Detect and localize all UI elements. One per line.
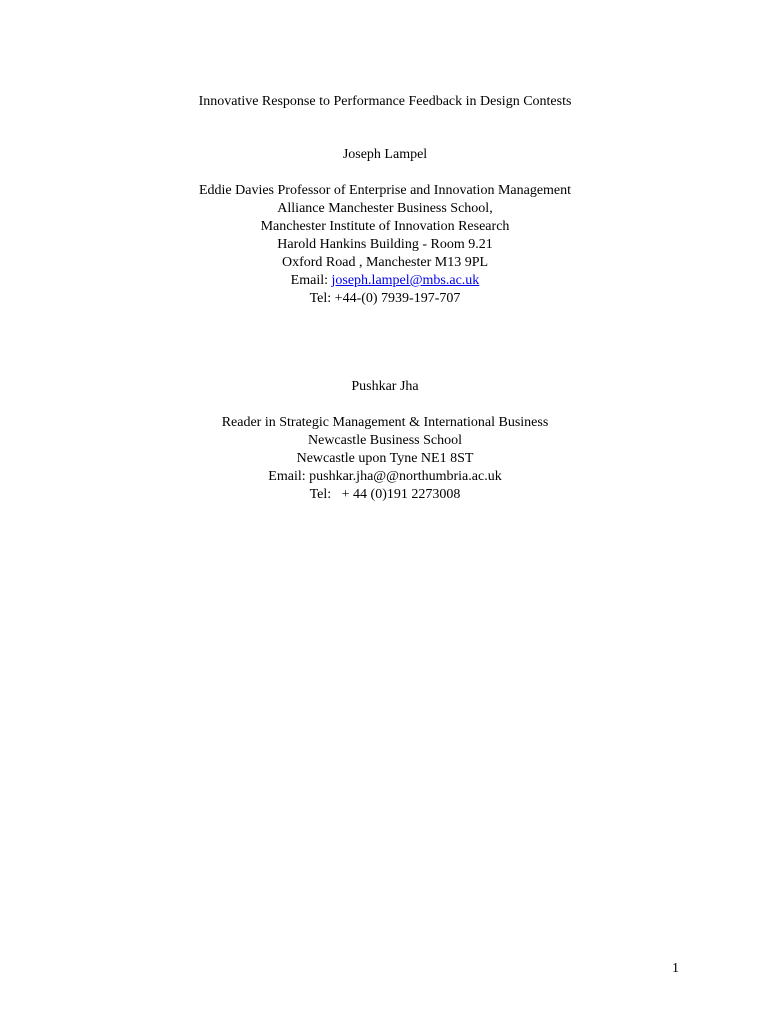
author2-school: Newcastle Business School [308, 433, 462, 448]
author2-name-block [0, 378, 770, 396]
author1-institute: Manchester Institute of Innovation Research [260, 219, 510, 234]
title-block [0, 93, 770, 111]
author1-email-label: Email: [290, 273, 332, 288]
author1-name: Joseph Lampel [342, 147, 428, 162]
author1-building: Harold Hankins Building - Room 9.21 [277, 237, 493, 252]
author1-name-block [0, 146, 770, 164]
author2-affiliation [0, 414, 770, 504]
author1-email-line [0, 272, 770, 290]
author2-name: Pushkar Jha [351, 379, 419, 394]
paper-title: Innovative Response to Performance Feedback in Design Contests [198, 94, 572, 109]
author1-tel: Tel: +44-(0) 7939-197-707 [309, 291, 461, 306]
author2-address: Newcastle upon Tyne NE1 8ST [296, 451, 474, 466]
page-number: 1 [672, 961, 679, 976]
author2-position: Reader in Strategic Management & International Business [221, 415, 549, 430]
author1-address: Oxford Road , Manchester M13 9PL [281, 255, 489, 270]
author1-email-link[interactable]: joseph.lampel@mbs.ac.uk [331, 273, 480, 288]
author1-school: Alliance Manchester Business School, [277, 201, 493, 216]
author2-tel: Tel: + 44 (0)191 2273008 [309, 487, 461, 502]
author2-email: Email: pushkar.jha@@northumbria.ac.uk [268, 469, 502, 484]
author1-position: Eddie Davies Professor of Enterprise and Innovation Management [198, 183, 572, 198]
author1-affiliation [0, 182, 770, 308]
